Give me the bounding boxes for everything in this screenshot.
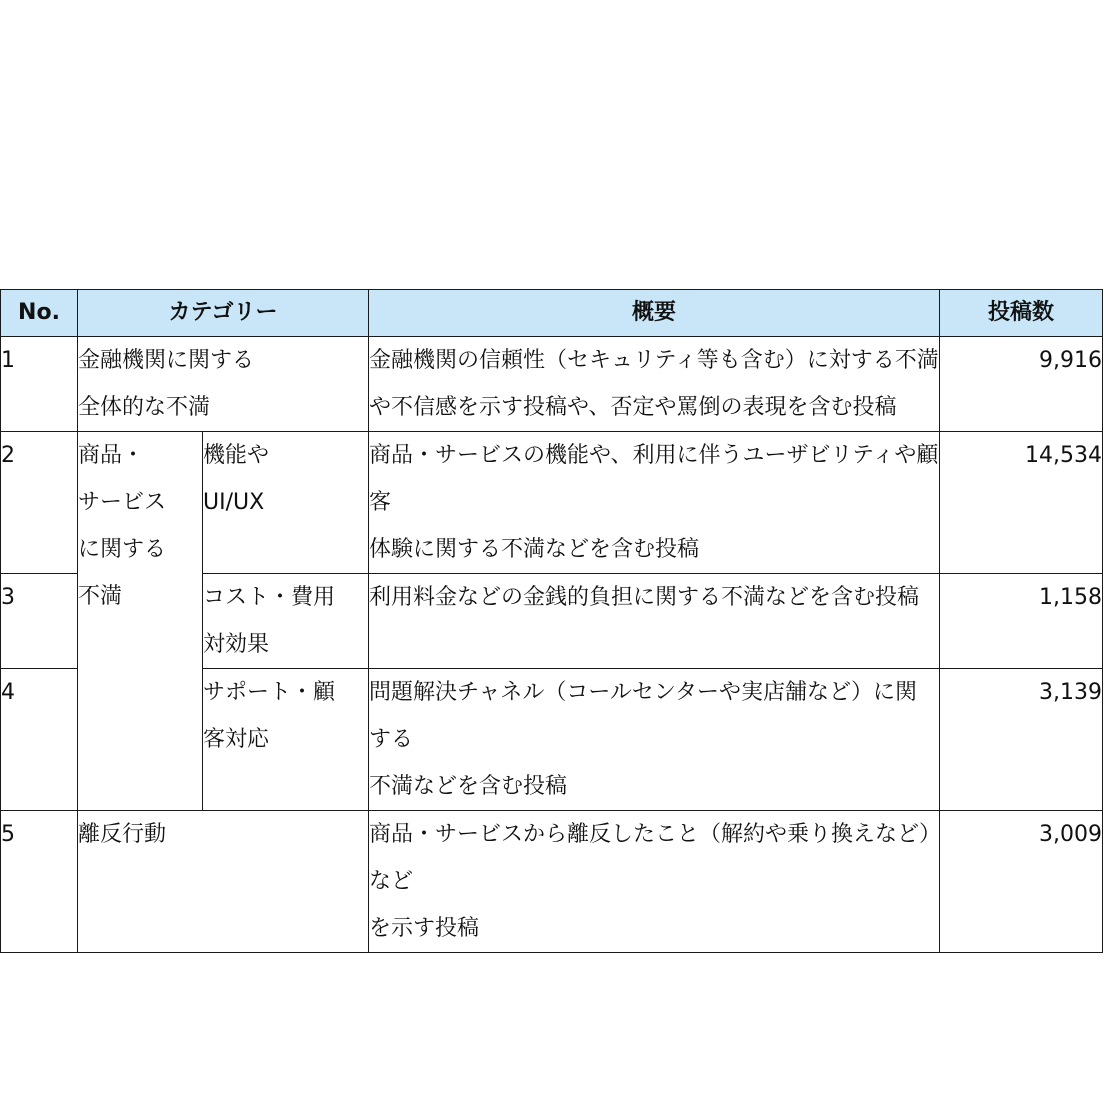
- row-no: 4: [1, 669, 78, 811]
- complaint-category-table: [0, 289, 1103, 953]
- row-count: 1,158: [940, 574, 1103, 669]
- row-no: 2: [1, 432, 78, 574]
- row-count: 3,009: [940, 811, 1103, 953]
- row-summary-text: 問題解決チャネル（コールセンターや実店舗など）に関する 不満などを含む投稿: [369, 680, 918, 799]
- table-row: [1, 337, 1103, 432]
- row-summary-text: 金融機関の信頼性（セキュリティ等も含む）に対する不満 や不信感を示す投稿や、否定や罵倒の表現を含む投稿: [369, 348, 939, 420]
- row-count: 14,534: [940, 432, 1103, 574]
- row-summary: [369, 811, 940, 953]
- header-category: カテゴリー: [78, 290, 369, 337]
- row-subcategory: [203, 669, 369, 811]
- row-summary-text: 商品・サービスから離反したこと（解約や乗り換えなど）など を示す投稿: [369, 822, 931, 941]
- row-category-text: 金融機関に関する 全体的な不満: [78, 348, 255, 420]
- row-subcategory-text: コスト・費用 対効果: [203, 585, 336, 657]
- row-summary: [369, 574, 940, 669]
- row-no: 1: [1, 337, 78, 432]
- row-summary: [369, 432, 940, 574]
- row-subcategory-text: 機能や UI/UX: [203, 443, 270, 515]
- row-no: 3: [1, 574, 78, 669]
- row-category: [78, 337, 369, 432]
- row-no: 5: [1, 811, 78, 953]
- group-category-text: 商品・ サービス に関する 不満: [78, 443, 167, 609]
- table-header-row: [1, 290, 1103, 337]
- table-row: [1, 811, 1103, 953]
- row-summary: [369, 337, 940, 432]
- table-row: [1, 432, 1103, 574]
- row-summary: [369, 669, 940, 811]
- group-category: [78, 432, 203, 811]
- row-category-text: 離反行動: [78, 822, 167, 847]
- row-summary-text: 商品・サービスの機能や、利用に伴うユーザビリティや顧客 体験に関する不満などを含む投稿: [369, 443, 939, 562]
- row-count: 9,916: [940, 337, 1103, 432]
- row-subcategory-text: サポート・顧 客対応: [203, 680, 336, 752]
- row-subcategory: [203, 574, 369, 669]
- header-summary: 概要: [369, 290, 940, 337]
- row-count: 3,139: [940, 669, 1103, 811]
- row-category: [78, 811, 369, 953]
- header-count: 投稿数: [940, 290, 1103, 337]
- row-summary-text: 利用料金などの金銭的負担に関する不満などを含む投稿: [369, 585, 920, 610]
- row-subcategory: [203, 432, 369, 574]
- header-no: No.: [1, 290, 78, 337]
